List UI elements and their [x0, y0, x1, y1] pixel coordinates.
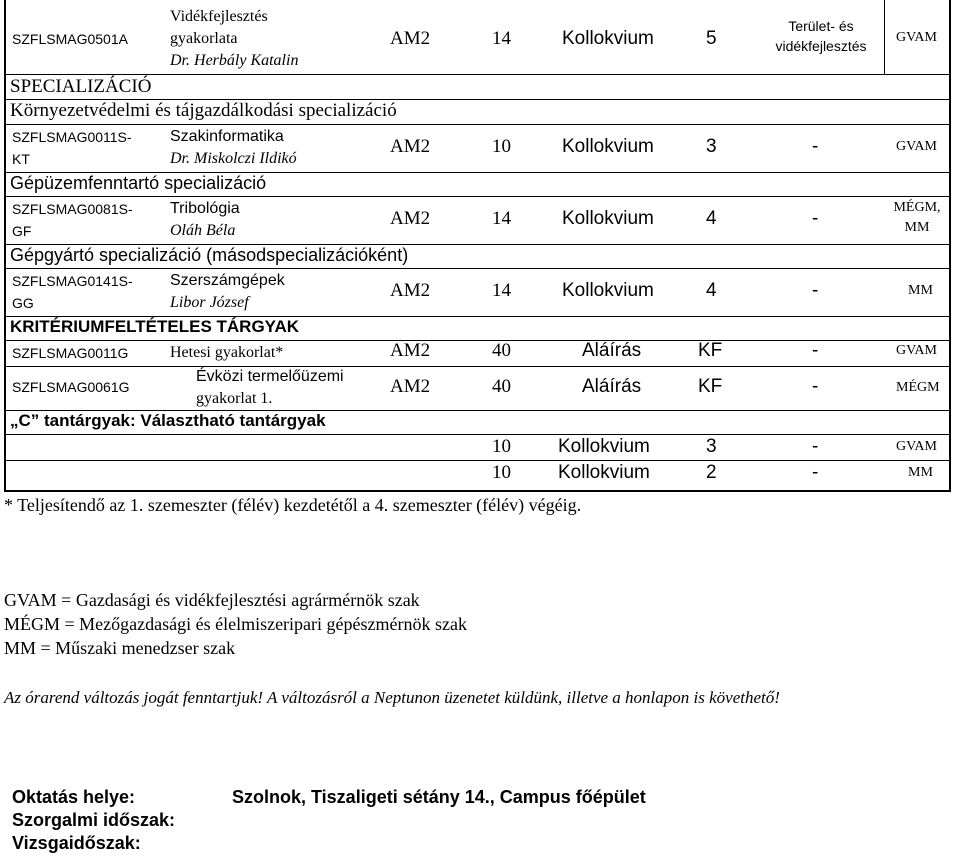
course-credit: KF	[698, 340, 723, 361]
course-code-line2: KT	[12, 151, 30, 167]
course-exam: Kollokvium	[558, 462, 650, 483]
table-row	[6, 366, 949, 410]
course-hours: 10	[492, 462, 511, 483]
table-row	[6, 460, 949, 490]
column-divider	[884, 0, 885, 74]
course-hours: 10	[492, 436, 511, 457]
course-exam: Kollokvium	[562, 208, 654, 229]
course-dept: -	[812, 376, 819, 397]
course-program-line1: MÉGM,	[893, 200, 941, 215]
course-code-line1: SZFLSMAG0081S-	[12, 201, 133, 217]
course-teacher: Dr. Herbály Katalin	[170, 52, 299, 69]
subsection-heading: Gépgyártó specializáció (másodspecializációként)	[10, 245, 409, 265]
course-code: SZFLSMAG0061G	[12, 379, 130, 395]
course-code-line1: SZFLSMAG0011S-	[12, 129, 132, 145]
course-teacher: Dr. Miskolczi Ildikó	[170, 150, 297, 167]
table-row	[6, 340, 949, 366]
table-row	[6, 124, 949, 172]
course-credit: 2	[706, 462, 717, 483]
course-code: SZFLSMAG0501A	[12, 31, 128, 47]
course-form: AM2	[390, 280, 431, 301]
table-row	[6, 268, 949, 316]
footnote: * Teljesítendő az 1. szemeszter (félév) kezdetétől a 4. szemeszter (félév) végéig.	[4, 495, 582, 515]
course-name-line1: Évközi termelőüzemi	[196, 368, 344, 385]
course-program: GVAM	[896, 30, 937, 45]
course-exam: Kollokvium	[562, 280, 654, 301]
course-program: GVAM	[896, 439, 937, 454]
exam-period-label: Vizsgaidőszak:	[12, 833, 141, 853]
curriculum-table	[4, 0, 951, 492]
course-program: GVAM	[896, 139, 937, 154]
course-credit: 3	[706, 436, 717, 457]
table-row	[6, 434, 949, 460]
course-code: SZFLSMAG0011G	[12, 345, 129, 361]
course-form: AM2	[390, 28, 431, 49]
legend-item: MM = Műszaki menedzser szak	[4, 638, 236, 658]
course-program-line2: MM	[904, 220, 930, 235]
course-dept-line1: Terület- és	[788, 18, 854, 34]
course-dept: -	[812, 280, 819, 301]
location-value: Szolnok, Tiszaligeti sétány 14., Campus főépület	[232, 787, 646, 807]
subsection-heading: Környezetvédelmi és tájgazdálkodási specializáció	[10, 100, 397, 121]
section-heading: SPECIALIZÁCIÓ	[10, 76, 152, 97]
course-name: Tribológia	[170, 200, 240, 217]
course-exam: Aláírás	[582, 376, 642, 397]
course-credit: 4	[706, 208, 717, 229]
course-name-line2: gyakorlata	[170, 30, 238, 47]
course-exam: Kollokvium	[558, 436, 650, 457]
course-dept: -	[812, 436, 819, 457]
course-hours: 14	[492, 208, 511, 229]
course-form: AM2	[390, 136, 431, 157]
course-program: MM	[908, 283, 933, 298]
course-dept-line2: vidékfejlesztés	[775, 38, 867, 54]
row-divider	[6, 74, 949, 75]
course-credit: KF	[698, 376, 723, 397]
course-name-line1: Vidékfejlesztés	[170, 8, 268, 25]
course-credit: 5	[706, 28, 717, 49]
table-row	[6, 196, 949, 244]
course-code-line1: SZFLSMAG0141S-	[12, 273, 133, 289]
course-teacher: Oláh Béla	[170, 222, 236, 239]
course-code-line2: GG	[12, 295, 34, 311]
course-program: GVAM	[896, 343, 937, 358]
course-name: Szakinformatika	[170, 128, 284, 145]
course-hours: 14	[492, 28, 511, 49]
course-code-line2: GF	[12, 223, 32, 239]
legend-item: MÉGM = Mezőgazdasági és élelmiszeripari gépészmérnök szak	[4, 614, 467, 634]
schedule-notice: Az órarend változás jogát fenntartjuk! A változásról a Neptunon üzenetet küldünk, illetve a honlapon is követhető!	[4, 688, 780, 707]
course-credit: 4	[706, 280, 717, 301]
course-dept: -	[812, 340, 819, 361]
course-hours: 40	[492, 376, 511, 397]
course-name: Hetesi gyakorlat*	[170, 344, 284, 361]
study-period-label: Szorgalmi időszak:	[12, 810, 176, 830]
course-hours: 40	[492, 340, 511, 361]
course-exam: Aláírás	[582, 340, 642, 361]
course-name: Szerszámgépek	[170, 272, 285, 289]
course-hours: 14	[492, 280, 511, 301]
course-form: AM2	[390, 376, 431, 397]
course-hours: 10	[492, 136, 511, 157]
course-credit: 3	[706, 136, 717, 157]
course-dept: -	[812, 208, 819, 229]
course-form: AM2	[390, 208, 431, 229]
table-row	[6, 0, 949, 74]
course-exam: Kollokvium	[562, 28, 654, 49]
course-dept: -	[812, 462, 819, 483]
section-heading: KRITÉRIUMFELTÉTELES TÁRGYAK	[10, 317, 300, 336]
section-heading: „C” tantárgyak: Választható tantárgyak	[10, 411, 326, 430]
course-form: AM2	[390, 340, 431, 361]
course-teacher: Libor József	[170, 294, 249, 311]
legend-item: GVAM = Gazdasági és vidékfejlesztési agrármérnök szak	[4, 590, 420, 610]
course-exam: Kollokvium	[562, 136, 654, 157]
location-label: Oktatás helye:	[12, 787, 136, 807]
course-program: MÉGM	[896, 380, 940, 395]
course-name-line2: gyakorlat 1.	[196, 390, 273, 407]
course-dept: -	[812, 136, 819, 157]
subsection-heading: Gépüzemfenntartó specializáció	[10, 173, 267, 193]
course-program: MM	[908, 465, 933, 480]
